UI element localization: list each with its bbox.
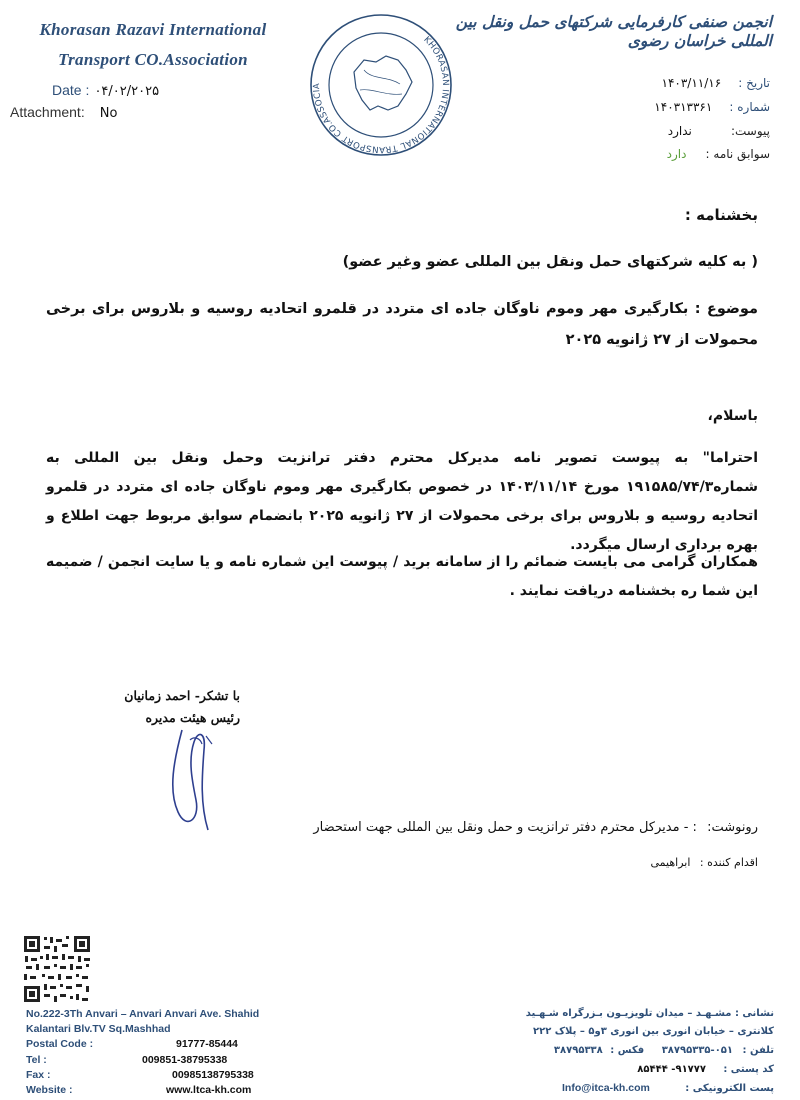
fa-date-label: تاریخ : xyxy=(738,76,770,90)
svg-text:KHORASAN INTERNATIONAL TRANSPO xyxy=(306,10,450,154)
greeting: باسلام، xyxy=(707,408,758,424)
fa-date-row xyxy=(590,72,770,91)
cc-row xyxy=(313,820,758,835)
body-paragraph-2: همکاران گرامی می بایست ضمائم را از سامانه برید / پیوست این شماره نامه و یا سایت انجمن / ضمیمه این شما ره بخشنامه دریافت نمایند . xyxy=(46,554,758,599)
footer-phone-value: ۰۵۱-۳۸۷۹۵۳۳۵ xyxy=(661,1045,733,1056)
cc-label: رونوشت: xyxy=(707,820,758,835)
date-row xyxy=(52,80,159,99)
footer-phone-fa xyxy=(554,1045,774,1056)
body-paragraph-1: احتراما" به پیوست تصویر نامه مدیرکل محترم دفتر ترانزیت وحمل ونقل بین المللی به شماره۱۹۱۵۸۵/۷۴/۳ مورخ ۱۴۰۳/۱۱/۱۴ در خصوص بکارگیری مهر وموم ناوگان جاده ای متردد در قلمرو اتحادیه روسیه و بلاروس برای برخی محمولات از ۲۷ ژانویه ۲۰۲۵ بانضمام سوابق مربوط جهت اطلاع و بهره برداری ارسال میگردد. xyxy=(46,450,758,553)
footer-tel-label: Tel : xyxy=(26,1054,47,1066)
company-name-fa: انجمن صنفی کارفرمایی شرکتهای حمل ونقل بین المللی خراسان رضوی xyxy=(455,12,772,50)
fa-history-label: سوابق نامه : xyxy=(705,147,770,161)
company-name-en-line1: Khorasan Razavi International xyxy=(39,20,267,39)
fa-number-value: ۱۴۰۳۱۳۳۶۱ xyxy=(654,100,713,114)
cc-text: : - مدیرکل محترم دفتر ترانزیت و حمل ونقل بین المللی جهت استحضار xyxy=(313,820,697,835)
company-name-en-line2: Transport CO.Association xyxy=(58,50,248,69)
footer-web-label: Website : xyxy=(26,1084,73,1096)
circular-heading: بخشنامه : xyxy=(684,206,758,224)
signature-name: با تشکر- احمد زمانیان xyxy=(124,688,240,703)
seal-text: KHORASAN INTERNATIONAL TRANSPORT CO.ASSOCIA xyxy=(311,34,451,155)
footer-postal-value-fa: ۹۱۷۷۷- ۸۵۴۴۴ xyxy=(637,1064,706,1075)
footer-postal-label: Postal Code : xyxy=(26,1038,94,1050)
subject-line: موضوع : بکارگیری مهر وموم ناوگان جاده ای متردد در قلمرو اتحادیه روسیه و بلاروس برای برخی محمولات از ۲۷ ژانویه ۲۰۲۵ xyxy=(46,301,758,348)
footer-fax-value-fa: ۳۸۷۹۵۳۳۸ xyxy=(553,1045,603,1056)
footer-tel-en xyxy=(26,1054,227,1066)
footer-fax-value: 00985138795338 xyxy=(172,1069,254,1081)
footer-address-fa-1: نشانی : مشـهـد – میدان تلویزیـون بـزرگراه شـهـید xyxy=(525,1008,774,1019)
action-row xyxy=(651,856,758,869)
fa-history-value: دارد xyxy=(666,147,687,161)
footer-fax-label-fa: فکس : xyxy=(610,1045,645,1056)
fa-number-label: شماره : xyxy=(729,100,770,114)
action-value: ابراهیمی xyxy=(650,856,691,869)
fa-date-value: ۱۴۰۳/۱۱/۱۶ xyxy=(661,76,722,90)
fa-attach-row xyxy=(590,120,770,139)
footer-fax-en xyxy=(26,1069,254,1081)
footer-address-fa-2: کلانتری – خیابان انوری بین انوری ۳و۵ – پلاک ۲۲۲ xyxy=(533,1026,774,1037)
fa-number-row xyxy=(590,96,770,115)
fa-history-row xyxy=(590,143,770,162)
date-value: ۰۴/۰۲/۲۰۲۵ xyxy=(94,84,160,99)
qr-code-icon xyxy=(22,934,92,1004)
footer-postal-fa xyxy=(723,1064,774,1075)
fa-attach-value: ندارد xyxy=(667,124,692,138)
footer-address-en-1: No.222-3Th Anvari – Anvari Anvari Ave. Shahid xyxy=(26,1008,260,1020)
footer-email-fa xyxy=(685,1083,774,1094)
signature-title: رئیس هیئت مدیره xyxy=(145,710,240,725)
footer-web-en xyxy=(26,1084,251,1096)
footer-postal-en xyxy=(26,1038,238,1050)
footer-fax-label: Fax : xyxy=(26,1069,51,1081)
footer-web-value[interactable]: www.ltca-kh.com xyxy=(166,1084,252,1096)
attachment-value: No xyxy=(99,106,118,121)
action-label: اقدام کننده : xyxy=(699,856,758,869)
footer-postal-value: 91777-85444 xyxy=(176,1038,238,1050)
fa-attach-label: پیوست: xyxy=(730,124,770,138)
handwritten-signature-icon xyxy=(160,720,240,840)
recipients-line: ( به کلیه شرکتهای حمل ونقل بین المللی عضو وغیر عضو) xyxy=(342,254,758,270)
date-label: Date : xyxy=(52,82,90,98)
attachment-label: Attachment: xyxy=(10,104,85,120)
footer-postal-label-fa: کد پستی : xyxy=(723,1064,774,1075)
attachment-row xyxy=(10,102,117,121)
footer-address-en-2: Kalantari Blv.TV Sq.Mashhad xyxy=(26,1023,171,1035)
footer-tel-value: 009851-38795338 xyxy=(142,1054,228,1066)
seal-icon xyxy=(306,10,456,160)
association-seal xyxy=(306,10,456,160)
footer-email-value[interactable]: Info@itca-kh.com xyxy=(562,1082,650,1094)
footer-email-label-fa: پست الکترونیکی : xyxy=(685,1083,774,1094)
footer-phone-label: تلفن : xyxy=(742,1045,774,1056)
